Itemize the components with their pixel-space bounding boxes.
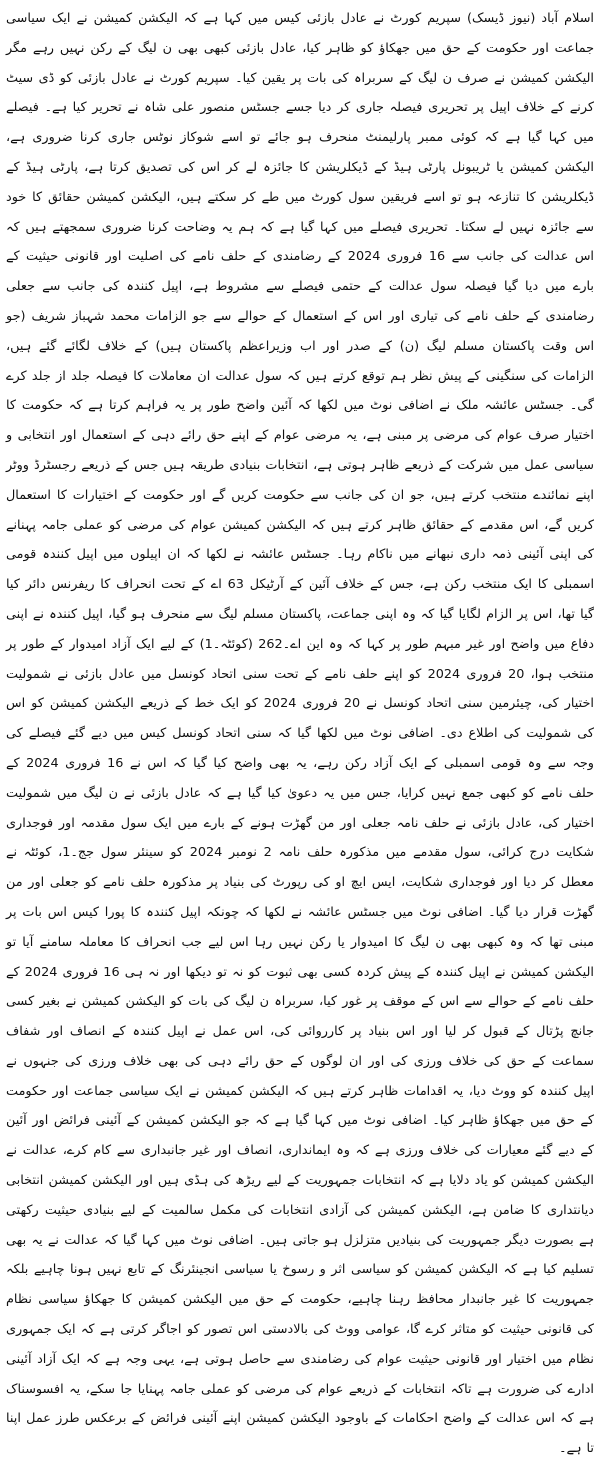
article-body	[6, 4, 594, 1464]
article-paragraph: اسلام آباد (نیوز ڈیسک) سپریم کورٹ نے عادل بازئی کیس میں کہا ہے کہ الیکشن کمیشن نے ایک سیاسی جماعت اور حکومت کے حق میں جھکاؤ کو ظاہر کیا، عادل بازئی کبھی بھی ن لیگ کے رکن نہیں رہے مگر الیکشن کمیشن نے صرف ن لیگ کے سربراہ کی بات پر یقین کیا۔ سپریم کورٹ نے عادل بازئی کو ڈی سیٹ کرنے کے خلاف اپیل پر تحریری فیصلہ جاری کر دیا جسے جسٹس منصور علی شاہ نے تحریر کیا ہے۔ فیصلے میں کہا گیا ہے کہ کوئی ممبر پارلیمنٹ منحرف ہو جائے تو اسے شوکاز نوٹس جاری کرنا ضروری ہے، الیکشن کمیشن یا ٹریبونل پارٹی ہیڈ کے ڈیکلریشن کا جائزہ لے کر اس کی تصدیق کرتا ہے، پارٹی ہیڈ کے ڈیکلریشن کا تنازعہ ہو تو اسے فریقین سول کورٹ میں طے کر سکتے ہیں، الیکشن کمیشن حقائق کا خود سے جائزہ نہیں لے سکتا۔ تحریری فیصلے میں کہا گیا ہے کہ ہم یہ وضاحت کرنا ضروری سمجھتے ہیں کہ اس عدالت کی جانب سے 16 فروری 2024 کے رضامندی کے حلف نامے کی اصلیت اور قانونی حیثیت کے بارے میں دیا گیا فیصلہ سول عدالت کے حتمی فیصلے سے مشروط ہے، اپیل کنندہ کی جانب سے جعلی رضامندی کے حلف نامے کی تیاری اور اس کے استعمال کے حوالے سے جو الزامات محمد شہباز شریف (جو اس وقت پاکستان مسلم لیگ (ن) کے صدر اور اب وزیراعظم پاکستان ہیں) کے خلاف لگائے گئے ہیں، الزامات کی سنگینی کے پیش نظر ہم توقع کرتے ہیں کہ سول عدالت ان معاملات کا فیصلہ جلد از جلد کرے گی۔ جسٹس عائشہ ملک نے اضافی نوٹ میں لکھا کہ آئین واضح طور پر یہ فراہم کرتا ہے کہ حکومت کا اختیار صرف عوام کی مرضی پر مبنی ہے، یہ مرضی عوام کے اپنے حق رائے دہی کے استعمال اور انتخابی و سیاسی عمل میں شرکت کے ذریعے ظاہر ہوتی ہے، انتخابات بنیادی طریقہ ہیں جس کے ذریعے رجسٹرڈ ووٹر اپنے نمائندے منتخب کرتے ہیں، جو ان کی جانب سے حکومت کریں گے اور حکومت کے اختیارات کا استعمال کریں گے، اس مقدمے کے حقائق ظاہر کرتے ہیں کہ الیکشن کمیشن عوام کی مرضی کو عملی جامہ پہنانے کی اپنی آئینی ذمہ داری نبھانے میں ناکام رہا۔ جسٹس عائشہ نے لکھا کہ ان اپیلوں میں اپیل کنندہ قومی اسمبلی کا ایک منتخب رکن ہے، جس کے خلاف آئین کے آرٹیکل 63 اے کے تحت انحراف کا ریفرنس دائر کیا گیا تھا، اس پر الزام لگایا گیا کہ وہ اپنی جماعت، پاکستان مسلم لیگ سے منحرف ہو گیا، اپیل کنندہ نے اپنی دفاع میں واضح اور غیر مبہم طور پر کہا کہ وہ این اے۔262 (کوئٹہ۔1) کے لیے ایک آزاد امیدوار کے طور پر منتخب ہوا، 20 فروری 2024 کو اپنے حلف نامے کے تحت سنی اتحاد کونسل میں عادل بازئی نے شمولیت اختیار کی، چیئرمین سنی اتحاد کونسل نے 20 فروری 2024 کو ایک خط کے ذریعے الیکشن کمیشن کو اس کی شمولیت کی اطلاع دی۔ اضافی نوٹ میں لکھا گیا کہ سنی اتحاد کونسل کیس میں دیے گئے فیصلے کی وجہ سے وہ قومی اسمبلی کے ایک آزاد رکن رہے، یہ بھی واضح کیا گیا کہ اس نے 16 فروری 2024 کے حلف نامے کو کبھی جمع نہیں کرایا، جس میں یہ دعویٰ کیا گیا ہے کہ عادل بازئی نے ن لیگ میں شمولیت اختیار کی، عادل بازئی نے حلف نامہ جعلی اور من گھڑت ہونے کے بارے میں ایک سول مقدمہ اور فوجداری شکایت درج کرائی، سول مقدمے میں مذکورہ حلف نامہ 2 نومبر 2024 کو سینئر سول جج۔1، کوئٹہ نے معطل کر دیا اور فوجداری شکایت، ایس ایچ او کی رپورٹ کی بنیاد پر مذکورہ حلف نامے کو جعلی اور من گھڑت قرار دیا گیا۔ اضافی نوٹ میں جسٹس عائشہ نے لکھا کہ چونکہ اپیل کنندہ کا پورا کیس اس بات پر مبنی تھا کہ وہ کبھی بھی ن لیگ کا امیدوار یا رکن نہیں رہا اس لیے جب انحراف کا معاملہ سامنے آیا تو الیکشن کمیشن نے اپیل کنندہ کے پیش کردہ کسی بھی ثبوت کو نہ تو دیکھا اور نہ ہی 16 فروری 2024 کے حلف نامے کے حوالے سے اس کے موقف پر غور کیا، سربراہ ن لیگ کی بات کو الیکشن کمیشن نے بغیر کسی جانچ پڑتال کے قبول کر لیا اور اس بنیاد پر کارروائی کی، اس عمل نے اپیل کنندہ کے انصاف اور شفاف سماعت کے حق کی خلاف ورزی کی اور ان لوگوں کے حق رائے دہی کی بھی خلاف ورزی کی جنہوں نے اپیل کنندہ کو ووٹ دیا، یہ اقدامات ظاہر کرتے ہیں کہ الیکشن کمیشن نے ایک سیاسی جماعت اور حکومت کے حق میں جھکاؤ ظاہر کیا۔ اضافی نوٹ میں کہا گیا ہے کہ جو الیکشن کمیشن کے آئینی فرائض اور آئین کے دیے گئے معیارات کی خلاف ورزی ہے کہ وہ ایمانداری، انصاف اور غیر جانبداری سے کام کرے، عدالت نے الیکشن کمیشن کو یاد دلایا ہے کہ انتخابات جمہوریت کے لیے ریڑھ کی ہڈی ہیں اور الیکشن کمیشن انتخابی دیانتداری کا ضامن ہے، الیکشن کمیشن کی آزادی انتخابات کی مکمل سالمیت کے لیے بنیادی حیثیت رکھتی ہے بصورت دیگر جمہوریت کی بنیادیں متزلزل ہو جاتی ہیں۔ اضافی نوٹ میں کہا گیا کہ عدالت نے یہ بھی تسلیم کیا ہے کہ الیکشن کمیشن کو سیاسی اثر و رسوخ یا سیاسی انجینئرنگ کے تابع نہیں ہونا چاہیے بلکہ جمہوریت کا غیر جانبدار محافظ رہنا چاہیے، حکومت کے حق میں الیکشن کمیشن کا جھکاؤ سیاسی نظام کی قانونی حیثیت کو متاثر کرے گا، عوامی ووٹ کی بالادستی اس تصور کو اجاگر کرتی ہے کہ ایک جمہوری نظام میں اختیار اور قانونی حیثیت عوام کی رضامندی سے حاصل ہوتی ہے، یہی وجہ ہے کہ ایک آزاد آئینی ادارے کی ضرورت ہے تاکہ انتخابات کے ذریعے عوام کی مرضی کو عملی جامہ پہنایا جا سکے، یہ افسوسناک ہے کہ اس عدالت کے واضح احکامات کے باوجود الیکشن کمیشن اپنے آئینی فرائض کے برعکس طرز عمل اپنا تا ہے۔	[6, 11, 594, 1457]
